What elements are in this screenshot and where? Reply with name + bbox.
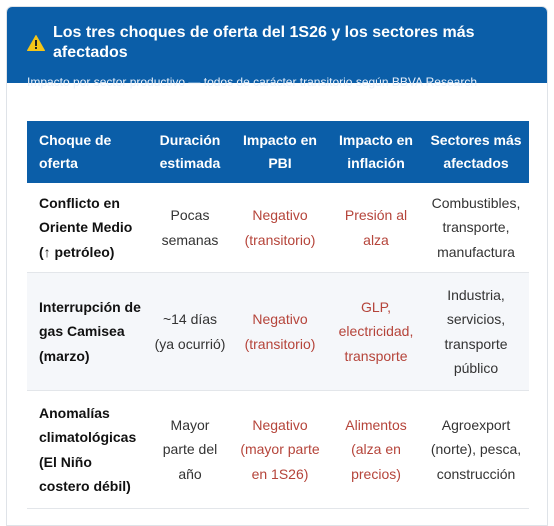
cell-sectors: Industria, servicios, transporte público: [423, 273, 529, 391]
cell-gdp-impact: Negativo (transitorio): [231, 183, 329, 273]
cell-inflation-impact: Alimentos (alza en precios): [329, 391, 423, 509]
cell-sectors: Combustibles, transporte, manufactura: [423, 183, 529, 273]
cell-duration: Mayor parte del año: [149, 391, 231, 509]
card-title: Los tres choques de oferta del 1S26 y los sectores más afectados: [53, 24, 475, 61]
title-row: [27, 23, 527, 63]
cell-shock: Anomalías climatológicas (El Niño costero débil): [27, 391, 149, 509]
column-header-inflation: Impacto en inflación: [329, 121, 423, 183]
cell-gdp-impact: Negativo (transitorio): [231, 273, 329, 391]
cell-shock: Interrupción de gas Camisea (marzo): [27, 273, 149, 391]
table-row: [27, 273, 529, 391]
cell-duration: Pocas semanas: [149, 183, 231, 273]
info-card: [6, 6, 548, 526]
column-header-gdp: Impacto en PBI: [231, 121, 329, 183]
column-header-shock: Choque de oferta: [27, 121, 149, 183]
cell-duration: ~14 días (ya ocurrió): [149, 273, 231, 391]
cell-inflation-impact: GLP, electricidad, transporte: [329, 273, 423, 391]
table-row: [27, 391, 529, 509]
cell-inflation-impact: Presión al alza: [329, 183, 423, 273]
cell-sectors: Agroexport (norte), pesca, construcción: [423, 391, 529, 509]
table-wrapper: [7, 83, 547, 509]
table-header-row: [27, 121, 529, 183]
card-subtitle: Impacto por sector productivo — todos de carácter transitorio según BBVA Research: [27, 75, 477, 89]
warning-icon: [27, 35, 45, 51]
column-header-sectors: Sectores más afectados: [423, 121, 529, 183]
table-row: [27, 183, 529, 273]
column-header-duration: Duración estimada: [149, 121, 231, 183]
cell-gdp-impact: Negativo (mayor parte en 1S26): [231, 391, 329, 509]
cell-shock: Conflicto en Oriente Medio (↑ petróleo): [27, 183, 149, 273]
card-header: [7, 7, 547, 89]
supply-shock-table: [27, 121, 529, 509]
